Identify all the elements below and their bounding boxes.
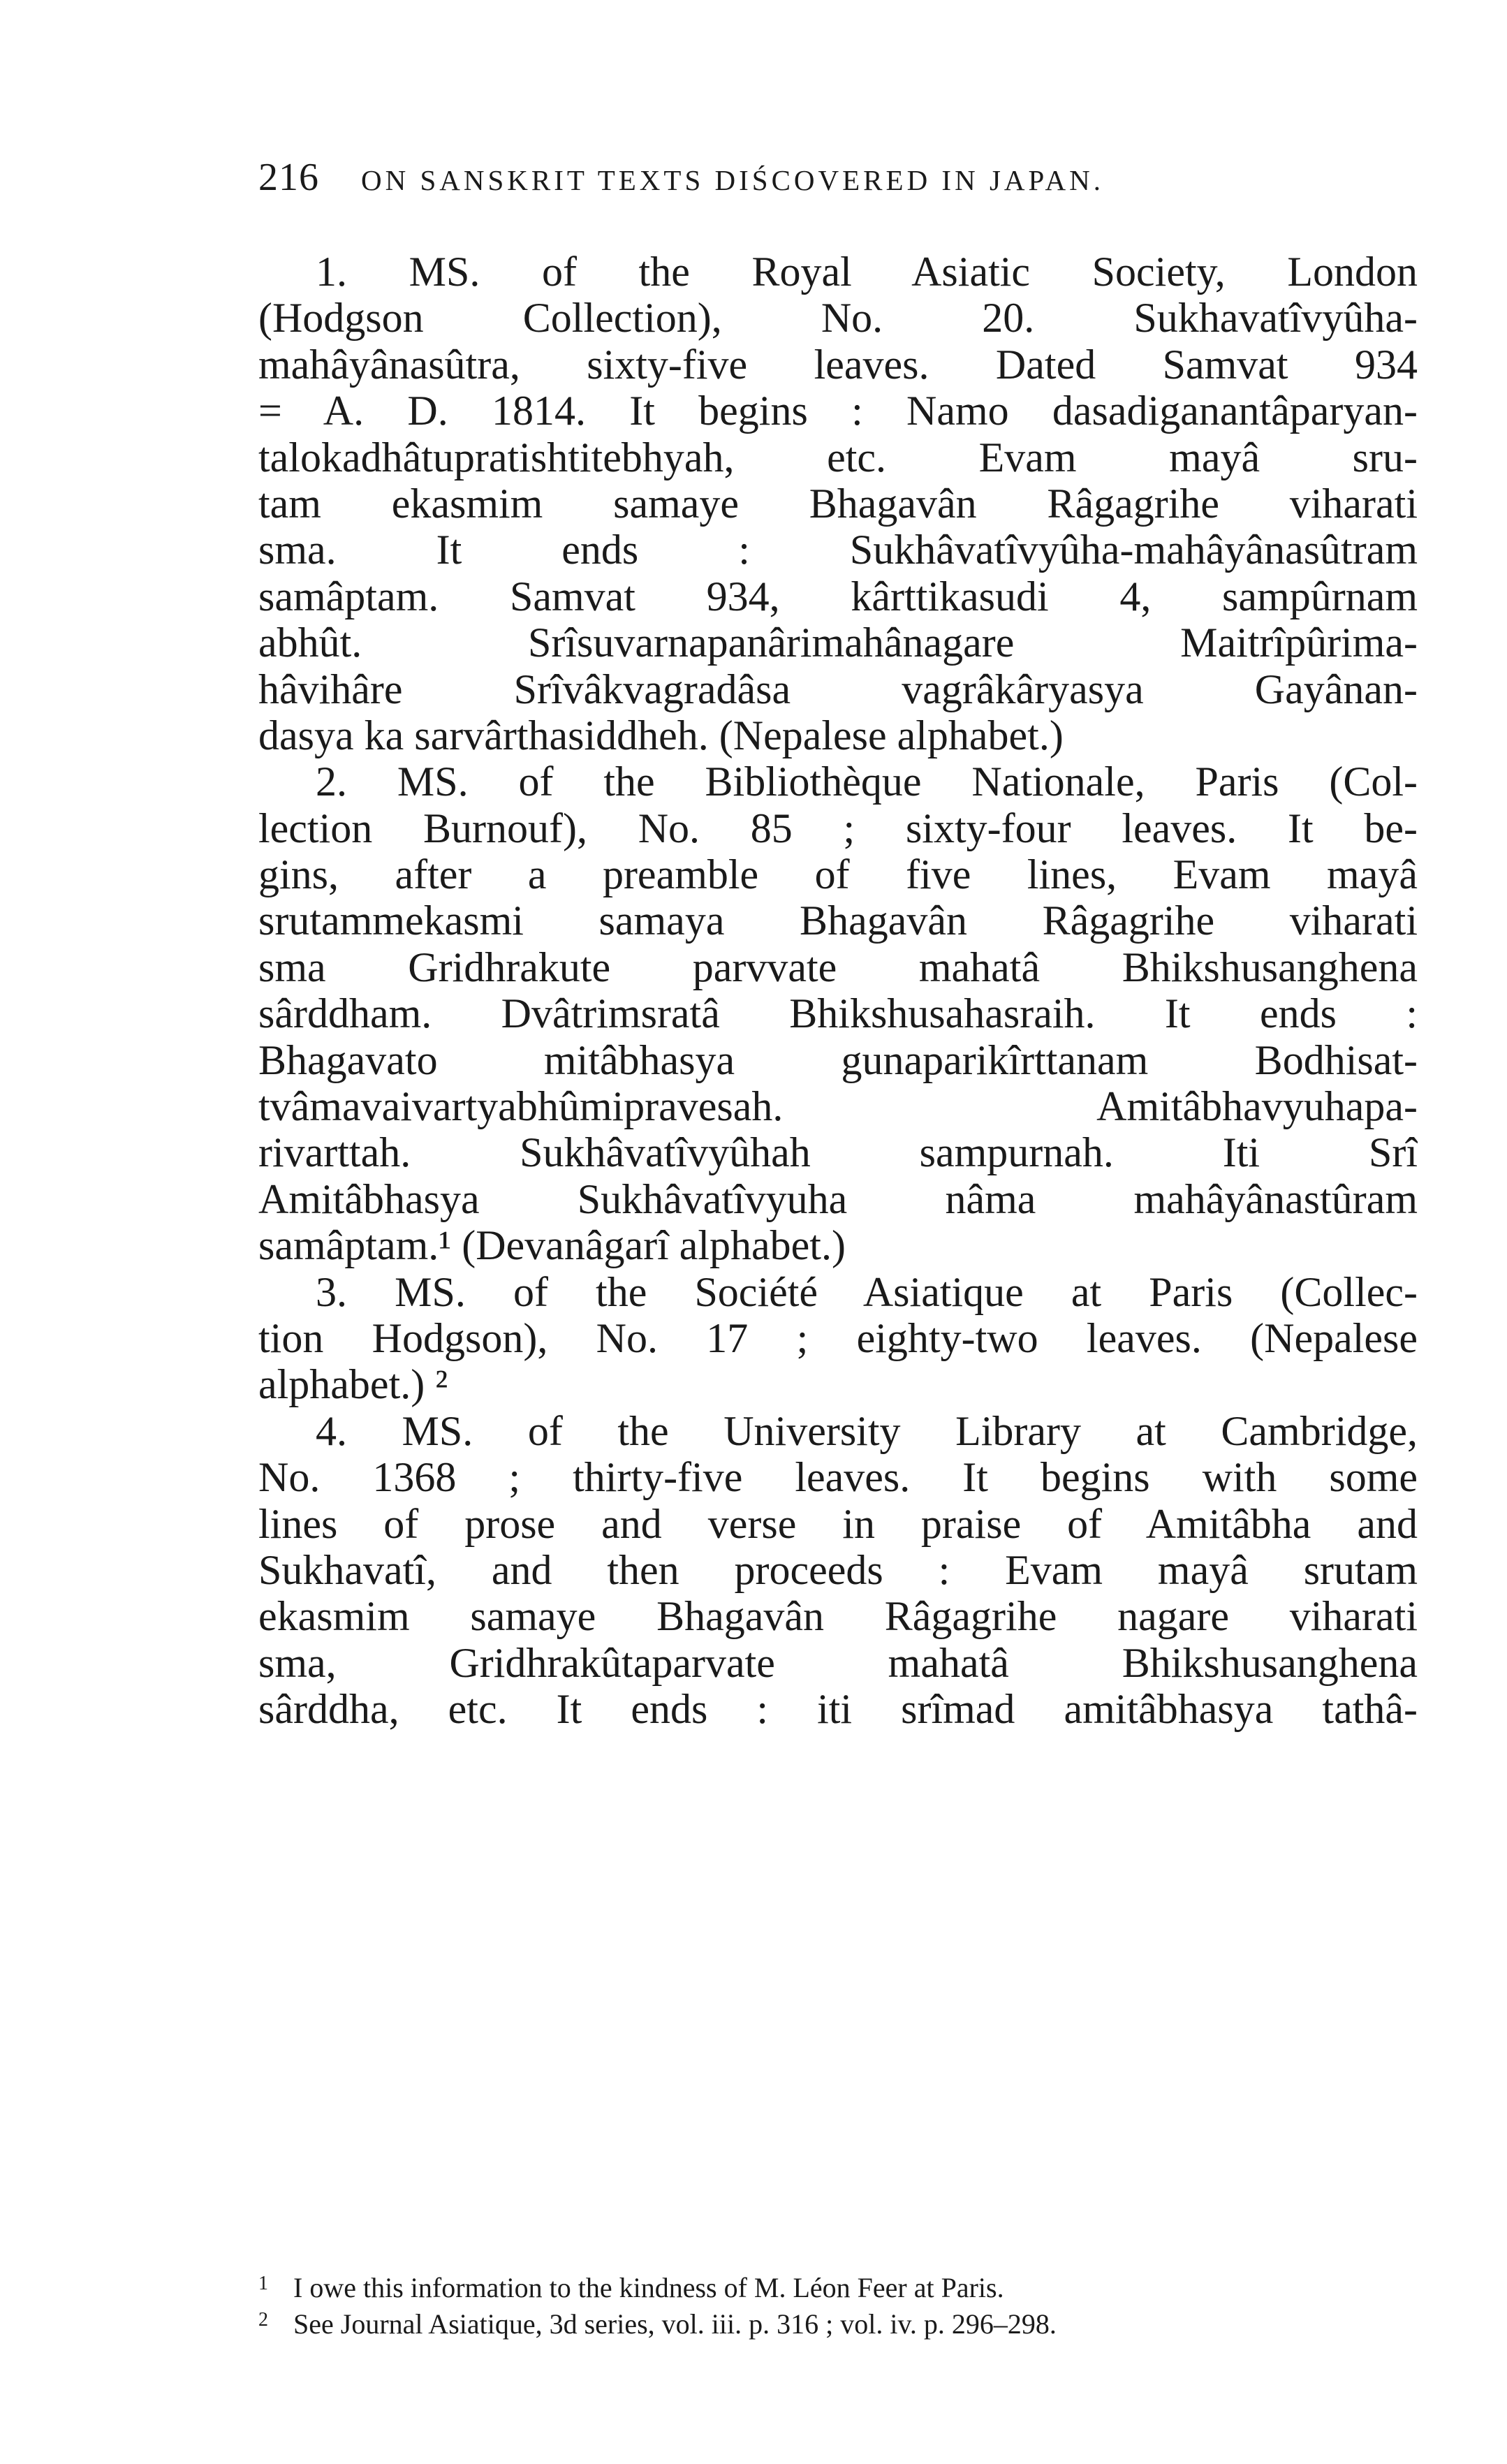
text-line: Sukhavatî, and then proceeds : Evam mayâ srutam (258, 1546, 1418, 1593)
text-line: lection Burnouf), No. 85 ; sixty-four leaves. It be- (258, 805, 1418, 851)
text-line: No. 1368 ; thirty-five leaves. It begins with some (258, 1454, 1418, 1501)
text-line: gins, after a preamble of five lines, Evam mayâ (258, 851, 1418, 898)
body-text (258, 249, 1418, 1733)
footnote-text: See Journal Asiatique, 3d series, vol. iii. p. 316 ; vol. iv. p. 296–298. (293, 2308, 1057, 2340)
text-line: tvâmavaivartyabhûmipravesah. Amitâbhavyuhapa- (258, 1083, 1418, 1130)
text-line: Amitâbhasya Sukhâvatîvyuha nâma mahâyânastûram (258, 1175, 1418, 1222)
text-line: hâvihâre Srîvâkvagradâsa vagrâkâryasya Gayânan- (258, 666, 1418, 712)
text-line: samâptam.¹ (Devanâgarî alphabet.) (258, 1222, 846, 1269)
text-line: sma Gridhrakute parvvate mahatâ Bhikshusanghena (258, 944, 1418, 990)
text-line: srutammekasmi samaya Bhagavân Râgagrihe viharati (258, 897, 1418, 944)
text-line: 2. MS. of the Bibliothèque Nationale, Paris (Col- (316, 758, 1418, 805)
footnote (258, 2306, 1418, 2342)
text-line: sârddha, etc. It ends : iti srîmad amitâbhasya tathâ- (258, 1686, 1418, 1733)
footnote-mark: 1 (258, 2273, 268, 2294)
text-line: alphabet.) ² (258, 1361, 448, 1408)
text-line: 3. MS. of the Société Asiatique at Paris (Collec- (316, 1268, 1418, 1315)
text-line: rivarttah. Sukhâvatîvyûhah sampurnah. Iti Srî (258, 1129, 1418, 1176)
text-line: (Hodgson Collection), No. 20. Sukhavatîvyûha- (258, 295, 1418, 342)
footnote-mark: 2 (258, 2309, 268, 2331)
text-line: sma. It ends : Sukhâvatîvyûha-mahâyânasûtram (258, 527, 1418, 573)
footnote-text: I owe this information to the kindness of M. Léon Feer at Paris. (293, 2272, 1004, 2303)
text-line: sma, Gridhrakûtaparvate mahatâ Bhikshusanghena (258, 1639, 1418, 1686)
text-line: ekasmim samaye Bhagavân Râgagrihe nagare viharati (258, 1593, 1418, 1640)
text-line: 1. MS. of the Royal Asiatic Society, London (316, 249, 1418, 295)
footnote (258, 2270, 1418, 2306)
text-line: Bhagavato mitâbhasya gunaparikîrttanam Bodhisat- (258, 1036, 1418, 1083)
text-line: samâptam. Samvat 934, kârttikasudi 4, sampûrnam (258, 573, 1418, 619)
text-line: tam ekasmim samaye Bhagavân Râgagrihe viharati (258, 480, 1418, 527)
text-line: dasya ka sarvârthasiddheh. (Nepalese alphabet.) (258, 712, 1064, 758)
running-title: ON SANSKRIT TEXTS DIŚCOVERED IN JAPAN. (361, 164, 1105, 196)
text-line: abhût. Srîsuvarnapanârimahânagare Maitrîpûrima- (258, 619, 1418, 666)
text-line: talokadhâtupratishtitebhyah, etc. Evam mayâ sru- (258, 434, 1418, 481)
text-line: tion Hodgson), No. 17 ; eighty-two leaves. (Nepalese (258, 1314, 1418, 1361)
page-number: 216 (258, 156, 319, 199)
text-line: = A. D. 1814. It begins : Namo dasadiganantâparyan- (258, 388, 1418, 434)
running-head (258, 155, 1418, 204)
text-line: lines of prose and verse in praise of Amitâbha and (258, 1500, 1418, 1547)
text-line: mahâyânasûtra, sixty-five leaves. Dated Samvat 934 (258, 341, 1418, 388)
text-line: sârddham. Dvâtrimsratâ Bhikshusahasraih. It ends : (258, 990, 1418, 1037)
text-line: 4. MS. of the University Library at Cambridge, (316, 1407, 1418, 1454)
footnotes (258, 2270, 1418, 2342)
